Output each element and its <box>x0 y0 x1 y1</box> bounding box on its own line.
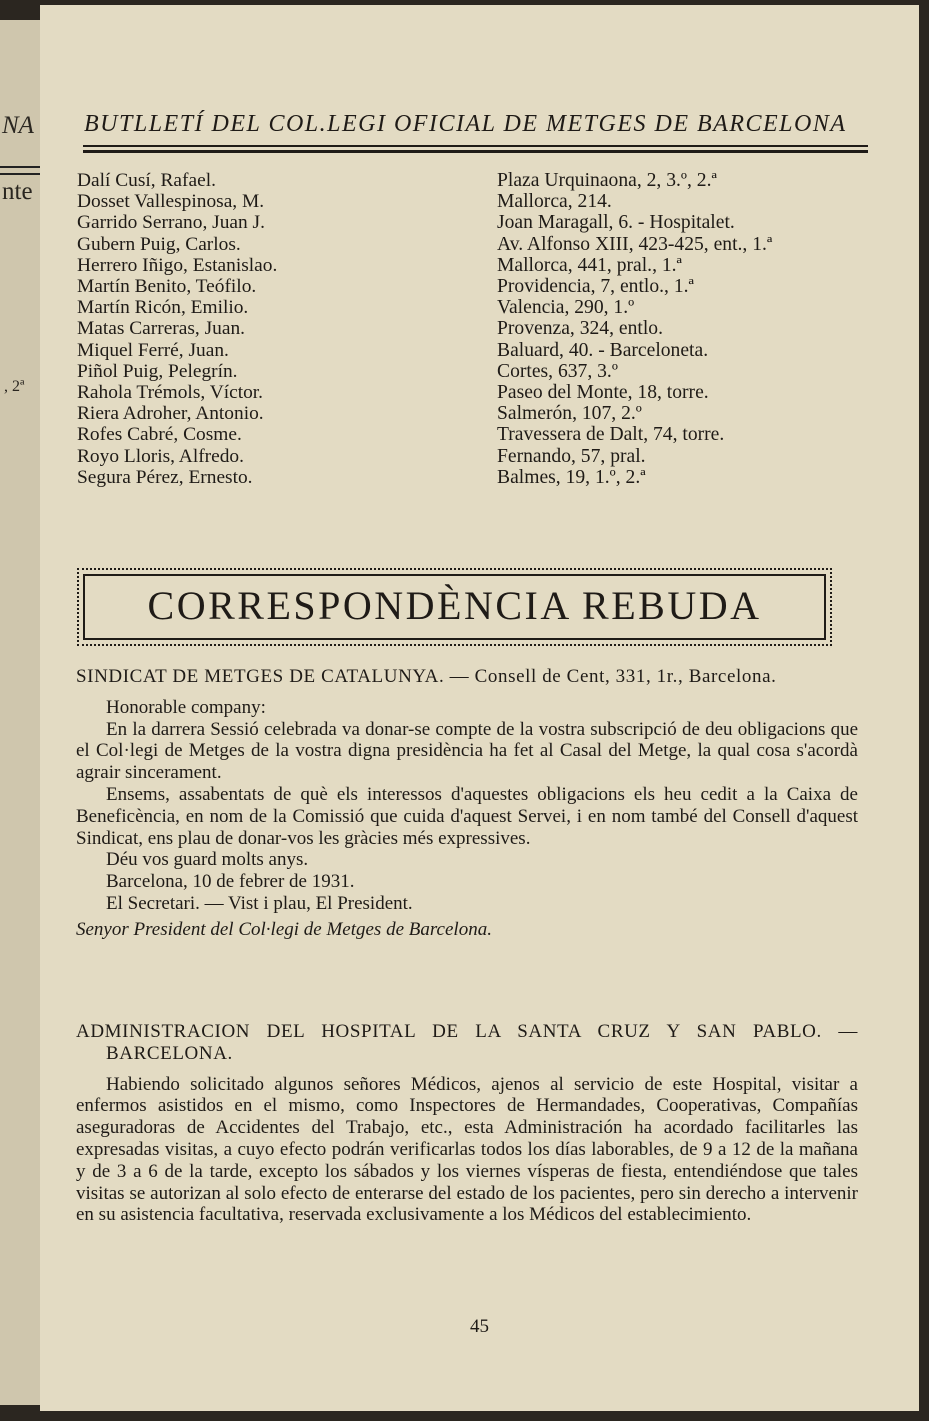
member-name: Herrero Iñigo, Estanislao. <box>77 254 278 276</box>
member-address: Mallorca, 441, pral., 1.ª <box>497 254 682 276</box>
member-name: Martín Ricón, Emilio. <box>77 297 249 319</box>
running-header: BUTLLETÍ DEL COL.LEGI OFICIAL DE METGES DE BARCELONA <box>84 111 847 137</box>
member-address: Salmerón, 107, 2.º <box>497 403 642 425</box>
member-name: Riera Adroher, Antonio. <box>77 403 264 425</box>
letter-paragraph: Habiendo solicitado algunos señores Médicos, ajenos al servicio de este Hospital, visitar a enfermos asistidos en el mismo, como Inspectores de Hermandades, Cooperativas, Compañías aseguradoras de Accidentes del Trabajo, etc., esta Administración ha acordado facilitarles las expresadas visitas, a cuyo efecto podrán verificarlas todos los días laborables, de 9 a 12 de la mañana y de 3 a 6 de la tarde, excepto los sábados y los viernes vísperas de fiesta, entendiéndose que tales visitas se autorizan al solo efecto de enterarse del estado de los pacientes, pero sin derecho a intervenir en su asistencia facultativa, reservada exclusivamente a los Médicos del establecimiento. <box>76 1073 858 1226</box>
adjacent-page-fragment: , 2ª <box>4 378 25 395</box>
letter-paragraph: En la darrera Sessió celebrada va donar-se compte de la vostra subscripció de deu obligacions que el Col·legi de Metges de la vostra digna presidència ha fet al Casal del Metge, la qual cosa s'acordà agrair sincerament. <box>76 718 858 784</box>
adjacent-page-rule <box>0 166 40 168</box>
adjacent-page-rule <box>0 173 40 175</box>
member-name: Rofes Cabré, Cosme. <box>77 424 242 446</box>
member-address: Paseo del Monte, 18, torre. <box>497 382 709 404</box>
section-title: CORRESPONDÈNCIA REBUDA <box>147 583 762 628</box>
member-address: Balmes, 19, 1.º, 2.ª <box>497 466 646 488</box>
member-address: Av. Alfonso XIII, 423-425, ent., 1.ª <box>497 233 773 255</box>
document-page <box>40 5 919 1411</box>
member-name: Martín Benito, Teófilo. <box>77 276 257 298</box>
member-name: Gubern Puig, Carlos. <box>77 233 241 255</box>
member-name: Royo Lloris, Alfredo. <box>77 445 244 467</box>
page-number: 45 <box>470 1316 489 1337</box>
letter-paragraph: Ensems, assabentats de què els interessos d'aquestes obligacions els heu cedit a la Caixa de Beneficència, en nom de la Comissió que cuida d'aquest Servei, i en nom també del Consell d'aquest Sindicat, ens plau de donar-vos les gràcies més expressives. <box>76 783 858 849</box>
letter-date: Barcelona, 10 de febrer de 1931. <box>106 871 355 893</box>
member-name: Garrido Serrano, Juan J. <box>77 212 265 234</box>
header-rule <box>83 145 868 147</box>
member-name: Dosset Vallespinosa, M. <box>77 191 265 213</box>
letter-hospital <box>76 1021 858 1226</box>
member-name: Matas Carreras, Juan. <box>77 318 245 340</box>
member-address: Cortes, 637, 3.º <box>497 360 618 382</box>
member-name: Piñol Puig, Pelegrín. <box>77 360 238 382</box>
adjacent-page-fragment: NA <box>2 112 34 139</box>
adjacent-page-edge <box>0 20 43 1405</box>
letter-sindicat <box>76 666 858 941</box>
letter-signature: El Secretari. — Vist i plau, El President. <box>106 892 413 914</box>
member-address: Provenza, 324, entlo. <box>497 318 663 340</box>
member-address: Mallorca, 214. <box>497 191 612 213</box>
letter-salutation: Honorable company: <box>106 696 266 718</box>
member-address: Joan Maragall, 6. - Hospitalet. <box>497 212 735 234</box>
member-address: Plaza Urquinaona, 2, 3.º, 2.ª <box>497 170 717 191</box>
letter-heading: SINDICAT DE METGES DE CATALUNYA. — Consell de Cent, 331, 1r., Barcelona. <box>76 666 777 687</box>
adjacent-page-fragment: nte <box>2 178 33 205</box>
member-name: Miquel Ferré, Juan. <box>77 339 229 361</box>
section-title-frame <box>77 568 832 646</box>
member-address: Providencia, 7, entlo., 1.ª <box>497 276 694 298</box>
member-address: Travessera de Dalt, 74, torre. <box>497 424 725 446</box>
member-addresses-column <box>497 170 877 488</box>
member-name: Dalí Cusí, Rafael. <box>77 170 216 191</box>
header-rule <box>83 150 868 153</box>
letter-closing: Déu vos guard molts anys. <box>106 849 309 871</box>
letter-heading: ADMINISTRACION DEL HOSPITAL DE LA SANTA CRUZ Y SAN PABLO. — BARCELONA. <box>76 1021 858 1064</box>
member-address: Baluard, 40. - Barceloneta. <box>497 339 709 361</box>
member-name: Segura Pérez, Ernesto. <box>77 466 253 488</box>
letter-addressee: Senyor President del Col·legi de Metges de Barcelona. <box>76 918 492 940</box>
member-name: Rahola Trémols, Víctor. <box>77 382 264 404</box>
member-address: Fernando, 57, pral. <box>497 445 646 467</box>
member-address: Valencia, 290, 1.º <box>497 297 635 319</box>
member-names-column <box>77 170 487 488</box>
